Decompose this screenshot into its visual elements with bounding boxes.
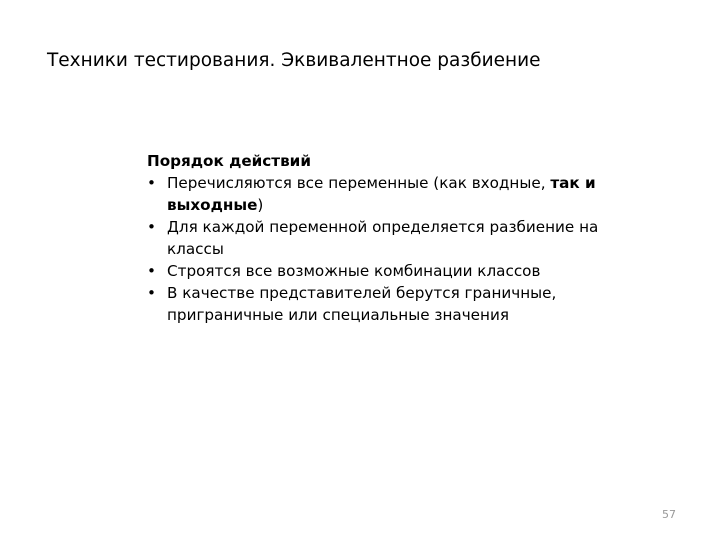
page-number: 57 — [662, 508, 676, 521]
bullet-list — [147, 172, 627, 326]
list-item-text: Перечисляются все переменные (как входные, — [167, 174, 551, 192]
list-item-text-end: ) — [257, 196, 264, 214]
section-heading: Порядок действий — [147, 152, 311, 170]
bullet-icon: • — [147, 218, 156, 236]
list-item — [147, 172, 627, 216]
bullet-icon: • — [147, 174, 156, 192]
slide-title: Техники тестирования. Эквивалентное разбиение — [47, 50, 541, 71]
bullet-icon: • — [147, 284, 156, 302]
list-item-text: В качестве представителей берутся граничные, приграничные или специальные значения — [167, 284, 557, 324]
list-item — [147, 216, 627, 260]
list-item-text: Для каждой переменной определяется разбиение на классы — [167, 218, 599, 258]
list-item — [147, 260, 627, 282]
list-item-emphasis: так и выходные — [167, 174, 596, 214]
bullet-icon: • — [147, 262, 156, 280]
list-item-text: Строятся все возможные комбинации классов — [167, 262, 541, 280]
list-item — [147, 282, 627, 326]
slide-content — [147, 150, 627, 326]
